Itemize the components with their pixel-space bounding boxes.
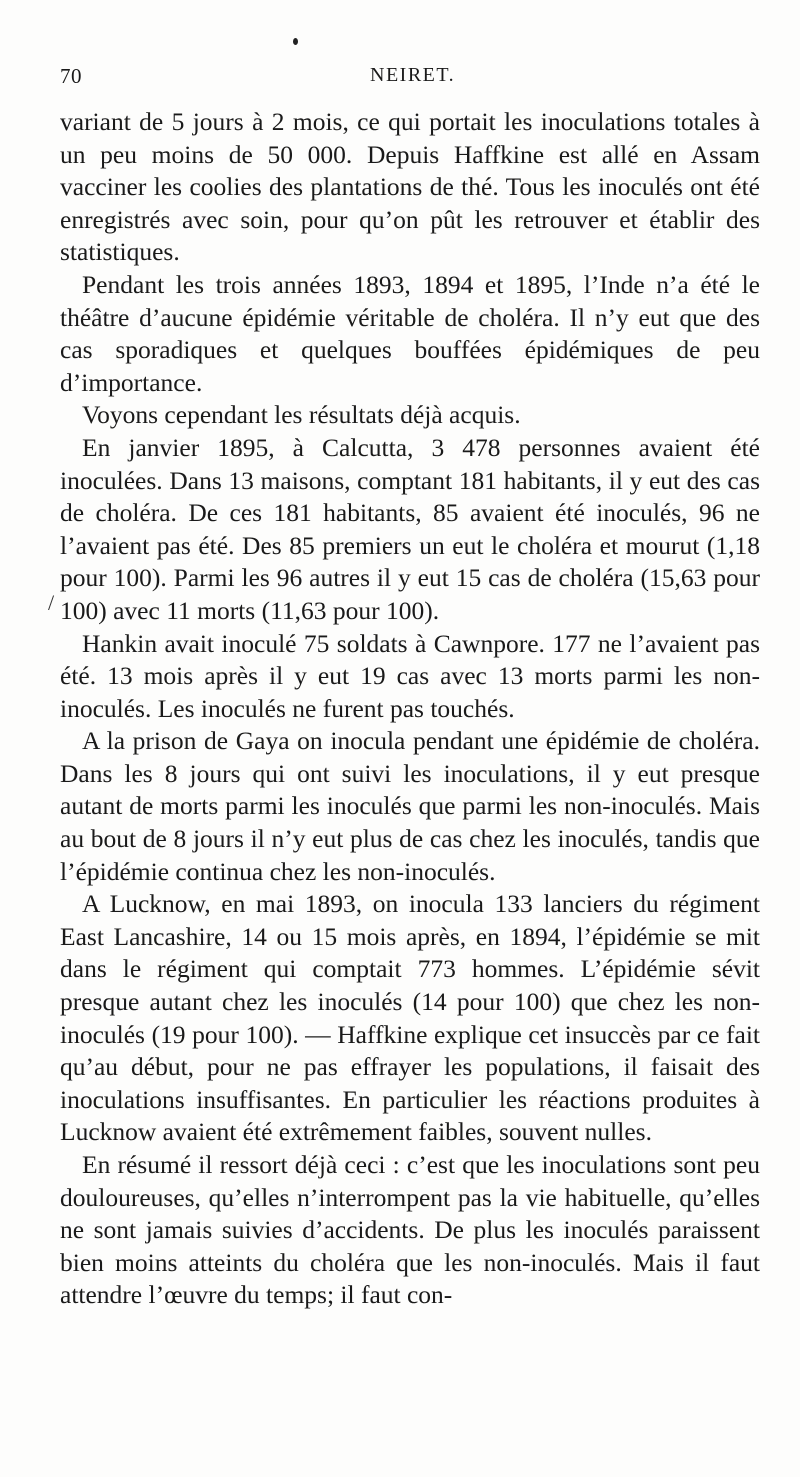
paragraph: En janvier 1895, à Calcutta, 3 478 personnes avaient été inoculées. Dans 13 maisons, comptant 181 habitants, il y eut des cas de choléra. De ces 181 habitants, 85 avaient été inoculés, 96 ne l’avaient pas été. Des 85 premiers un eut le choléra et mourut (1,18 pour 100). Parmi les 96 autres il y eut 15 cas de choléra (15,63 pour 100) avec 11 morts (11,63 pour 100). bbox=[60, 432, 760, 625]
ink-speck bbox=[293, 38, 298, 45]
body-text bbox=[60, 106, 760, 1312]
running-head: NEIRET. bbox=[370, 64, 456, 86]
paragraph: A la prison de Gaya on inocula pendant une épidémie de choléra. Dans les 8 jours qui ont suivi les inoculations, il y eut presque autant de morts parmi les inoculés que parmi les non-inoculés. Mais au bout de 8 jours il n’y eut plus de cas chez les inoculés, tandis que l’épidémie continua chez les non-inoculés. bbox=[60, 726, 760, 886]
margin-mark: / bbox=[48, 590, 55, 615]
page-number: 70 bbox=[60, 64, 82, 88]
page-header bbox=[60, 64, 760, 94]
paragraph: Voyons cependant les résultats déjà acquis. bbox=[82, 400, 521, 430]
paragraph: A Lucknow, en mai 1893, on inocula 133 lanciers du régiment East Lancashire, 14 ou 15 mois après, en 1894, l’épidémie se mit dans le régiment qui comptait 773 hommes. L’épidémie sévit presque autant chez les inoculés (14 pour 100) que chez les non-inoculés (19 pour 100). — Haffkine explique cet insuccès par ce fait qu’au début, pour ne pas effrayer les populations, il faisait des inoculations insuffisantes. En particulier les réactions produites à Lucknow avaient été extrêmement faibles, souvent nulles. bbox=[60, 889, 760, 1147]
paragraph: Hankin avait inoculé 75 soldats à Cawnpore. 177 ne l’avaient pas été. 13 mois après il y eut 19 cas avec 13 morts parmi les non-inoculés. Les inoculés ne furent pas touchés. bbox=[60, 628, 760, 723]
paragraph: Pendant les trois années 1893, 1894 et 1895, l’Inde n’a été le théâtre d’aucune épidémie véritable de choléra. Il n’y eut que des cas sporadiques et quelques bouffées épidémiques de peu d’importance. bbox=[60, 269, 760, 397]
paragraph: variant de 5 jours à 2 mois, ce qui portait les inoculations totales à un peu moins de 50 000. Depuis Haffkine est allé en Assam vacciner les coolies des plantations de thé. Tous les inoculés ont été enregistrés avec soin, pour qu’on pût les retrouver et établir des statistiques. bbox=[60, 107, 760, 267]
paragraph: En résumé il ressort déjà ceci : c’est que les inoculations sont peu douloureuses, qu’elles n’interrompent pas la vie habituelle, qu’elles ne sont jamais suivies d’accidents. De plus les inoculés paraissent bien moins atteints du choléra que les non-inoculés. Mais il faut attendre l’œuvre du temps; il faut con- bbox=[60, 1150, 760, 1310]
